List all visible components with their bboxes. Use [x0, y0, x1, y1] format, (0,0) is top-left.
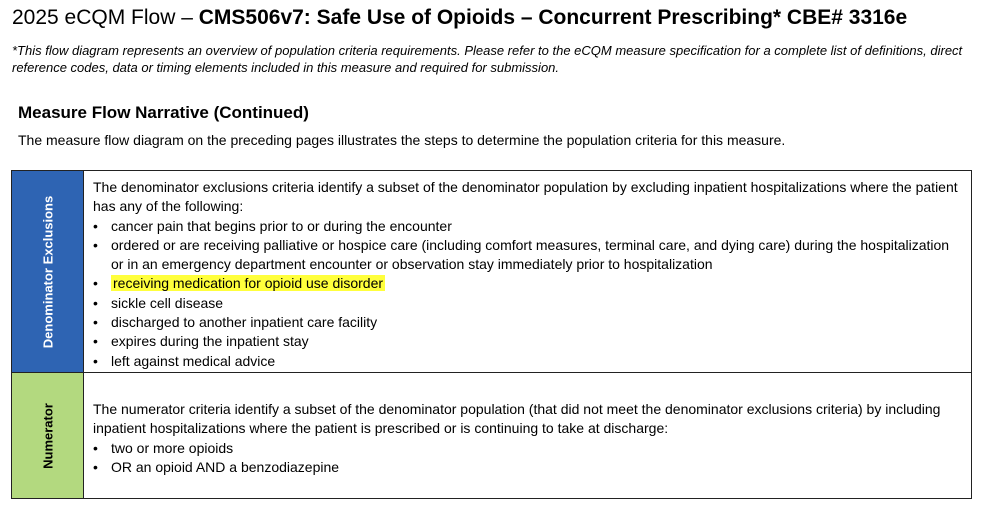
- list-item-text: OR an opioid AND a benzodiazepine: [111, 458, 340, 475]
- section-heading: Measure Flow Narrative (Continued): [18, 103, 309, 122]
- bullet-icon: •: [93, 217, 98, 234]
- bullet-icon: •: [93, 333, 98, 350]
- intro-text: The measure flow diagram on the preceding pages illustrates the steps to determine the population criteria for this measure.: [18, 132, 786, 148]
- bullet-icon: •: [93, 236, 98, 253]
- list-item-text: ordered or are receiving palliative or hospice care (including comfort measures, terminal care, and dying care) during the hospitalization or in an emergency department encounter or observation stay immediately prior to hospitalization: [111, 236, 950, 273]
- list-item-text: left against medical advice: [111, 352, 276, 369]
- page-title: [12, 6, 907, 30]
- title-measure: CMS506v7: Safe Use of Opioids – Concurrent Prescribing* CBE# 3316e: [198, 6, 908, 29]
- denominator-exclusions-list: [93, 217, 963, 371]
- list-item-text: cancer pain that begins prior to or during the encounter: [111, 217, 452, 234]
- bullet-icon: •: [93, 294, 98, 311]
- numerator-label-cell: [12, 373, 84, 498]
- list-item: [93, 274, 963, 293]
- numerator-list: [93, 439, 963, 478]
- numerator-text: The numerator criteria identify a subset of the denominator population (that did not meet the denominator exclusions criteria) by including inpatient hospitalizations where the patient is prescribed or is continuing to take at discharge:: [93, 401, 941, 437]
- denominator-exclusions-content: [84, 171, 971, 372]
- bullet-icon: •: [93, 439, 98, 456]
- list-item-text: discharged to another inpatient care facility: [111, 314, 378, 331]
- list-item: [93, 439, 963, 458]
- disclaimer-text: *This flow diagram represents an overview of population criteria requirements. Please refer to the eCQM measure specification for a complete list of definitions, direct reference codes, data or timing elements included in this measure and required for submission.: [12, 43, 963, 75]
- highlighted-list-item-text: receiving medication for opioid use disorder: [113, 275, 384, 292]
- bullet-icon: •: [93, 275, 98, 292]
- list-item: [93, 236, 963, 275]
- bullet-icon: •: [93, 352, 98, 369]
- bullet-icon: •: [93, 314, 98, 331]
- numerator-content: [84, 373, 971, 498]
- denominator-exclusions-row: [12, 171, 971, 373]
- list-item: [93, 217, 963, 236]
- list-item: [93, 332, 963, 351]
- denominator-exclusions-label-cell: [12, 171, 84, 372]
- list-item: [93, 313, 963, 332]
- numerator-row: [12, 373, 971, 498]
- list-item: [93, 294, 963, 313]
- list-item-text: sickle cell disease: [111, 294, 224, 311]
- list-item: [93, 352, 963, 371]
- criteria-table: [11, 170, 972, 499]
- numerator-label: Numerator: [40, 402, 55, 469]
- list-item-text: two or more opioids: [111, 439, 234, 456]
- denominator-exclusions-label: Denominator Exclusions: [40, 195, 55, 348]
- title-prefix: 2025 eCQM Flow –: [12, 6, 199, 29]
- denominator-exclusions-text: The denominator exclusions criteria identify a subset of the denominator population by excluding inpatient hospitalizations where the patient has any of the following:: [93, 179, 958, 215]
- list-item-text: expires during the inpatient stay: [111, 333, 309, 350]
- list-item: [93, 458, 963, 477]
- bullet-icon: •: [93, 458, 98, 475]
